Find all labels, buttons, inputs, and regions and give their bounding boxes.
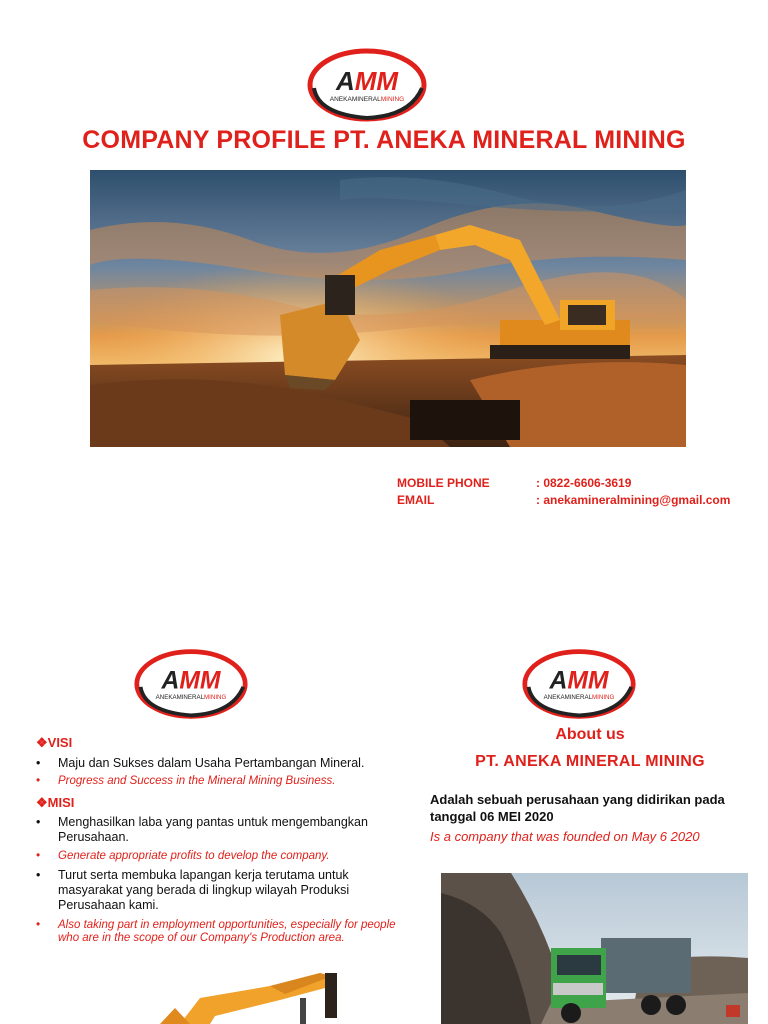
dump-truck-image [441,873,748,1024]
svg-text:AMM: AMM [549,667,609,695]
excavator-image-bottom [120,968,380,1024]
visi-en-label: Progress and Success in the Mineral Mining Business. [58,775,336,787]
visi-en-text [36,775,398,788]
about-body-id: Adalah sebuah perusahaan yang didirikan pada tanggal 06 MEI 2020 [430,792,725,824]
company-logo-top [306,48,428,122]
visi-heading: ❖VISI [36,735,73,750]
bullet: • [36,919,41,931]
phone-value[interactable]: : 0822-6606-3619 [536,476,632,490]
misi-item-1-en-label: Generate appropriate profits to develop the company. [58,850,330,862]
misi-item-2-en-label: Also taking part in employment opportunities, especially for people who are in the scope of our Company's Production area. [58,919,396,944]
company-logo-right [521,646,637,722]
svg-text:AMM: AMM [335,66,399,96]
misi-item-2-en [36,919,403,945]
page-title: COMPANY PROFILE PT. ANEKA MINERAL MINING [82,126,686,154]
email-value[interactable]: : anekamineralmining@gmail.com [536,493,731,507]
misi-heading: ❖MISI [36,795,75,810]
contact-block [397,475,730,509]
bullet: • [36,850,41,862]
misi-item-2-id [36,868,388,913]
hero-excavator-image [90,170,686,447]
misi-item-1-id [36,815,403,845]
misi-item-2-id-label: Turut serta membuka lapangan kerja terutama untuk masyarakat yang berada di lingkup wilayah Produksi Perusahaan kami. [58,868,350,912]
bullet: • [36,775,41,787]
bullet: • [36,868,41,882]
about-title: About us [555,726,625,743]
about-body-en: Is a company that was founded on May 6 2020 [430,829,700,844]
about-company-name: PT. ANEKA MINERAL MINING [475,753,705,770]
company-logo-left [133,646,249,722]
svg-text:ANEKAMINERALMINING: ANEKAMINERALMINING [155,694,227,702]
svg-text:AMM: AMM [161,667,221,695]
misi-item-1-en [36,850,403,863]
phone-label: MOBILE PHONE [397,476,490,490]
misi-item-1-id-label: Menghasilkan laba yang pantas untuk mengembangkan Perusahaan. [58,815,368,844]
bullet: • [36,756,41,770]
email-label: EMAIL [397,493,435,507]
visi-id-text [36,756,398,771]
visi-id-label: Maju dan Sukses dalam Usaha Pertambangan Mineral. [58,756,365,770]
svg-text:ANEKAMINERALMINING: ANEKAMINERALMINING [543,694,615,702]
svg-text:ANEKAMINERALMINING: ANEKAMINERALMINING [329,96,405,103]
bullet: • [36,815,41,829]
